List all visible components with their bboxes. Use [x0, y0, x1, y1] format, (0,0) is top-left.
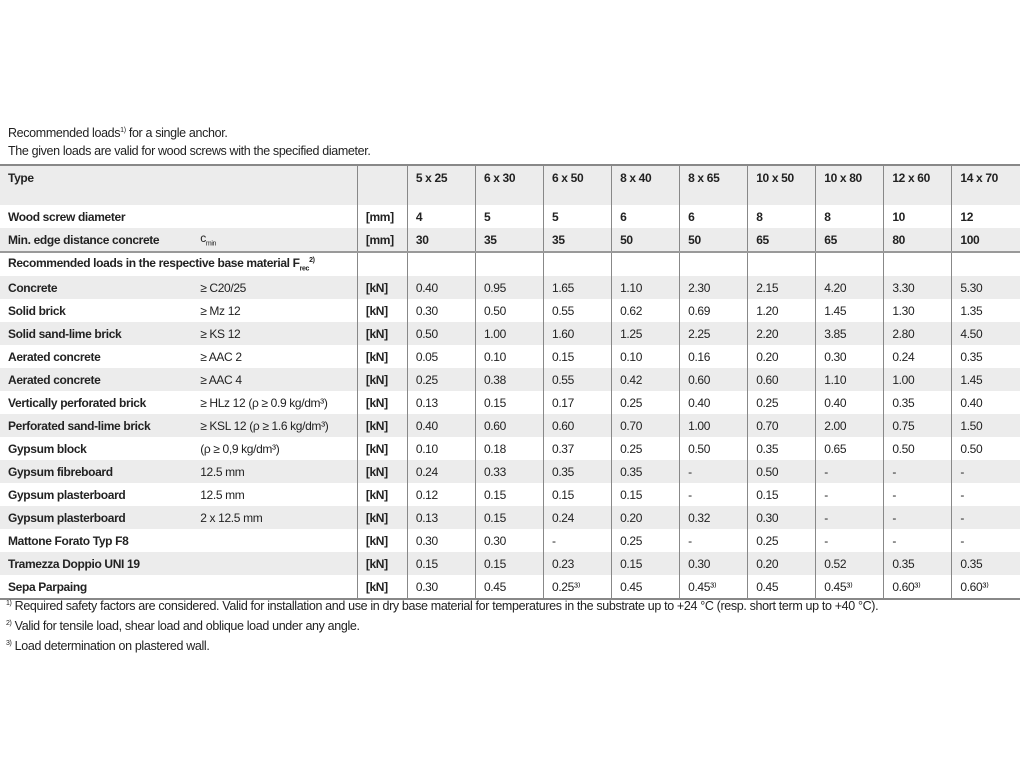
table-row — [0, 437, 1020, 460]
load-value: 0.50 — [952, 437, 1020, 460]
load-value: - — [952, 529, 1020, 552]
edge-distance-value: 65 — [748, 228, 816, 252]
load-value: 0.45 — [475, 575, 543, 599]
empty-cell — [816, 252, 884, 276]
edge-distance-value: 100 — [952, 228, 1020, 252]
load-value: 0.20 — [748, 552, 816, 575]
load-value: 3.30 — [884, 276, 952, 299]
load-value: 0.45³⁾ — [680, 575, 748, 599]
edge-distance-value: 30 — [407, 228, 475, 252]
load-value: 0.45 — [748, 575, 816, 599]
load-value: 0.69 — [680, 299, 748, 322]
unit-cell: [kN] — [357, 299, 407, 322]
load-value: 0.55 — [544, 299, 612, 322]
load-value: 0.20 — [748, 345, 816, 368]
load-value: 0.45³⁾ — [816, 575, 884, 599]
load-value: 0.50 — [407, 322, 475, 345]
load-value: 0.15 — [475, 552, 543, 575]
material-label: Aerated concrete — [0, 368, 200, 391]
load-value: 0.62 — [612, 299, 680, 322]
load-value: 0.35 — [544, 460, 612, 483]
diameter-value: 6 — [680, 205, 748, 228]
material-spec: 12.5 mm — [200, 487, 245, 502]
intro-line-2: The given loads are valid for wood screws with the specified diameter. — [8, 144, 371, 159]
footnote — [6, 615, 878, 635]
diameter-value: 4 — [407, 205, 475, 228]
unit-cell: [mm] — [357, 205, 407, 228]
load-value: - — [816, 460, 884, 483]
load-value: 1.20 — [748, 299, 816, 322]
material-label: Gypsum block — [8, 441, 87, 456]
diameter-value: 10 — [884, 205, 952, 228]
load-value: 0.70 — [612, 414, 680, 437]
section-sub: rec — [299, 265, 310, 273]
load-value: - — [816, 529, 884, 552]
load-value: 2.20 — [748, 322, 816, 345]
load-value: - — [884, 529, 952, 552]
load-value: 0.55 — [544, 368, 612, 391]
footnote-text: Load determination on plastered wall. — [11, 639, 210, 654]
load-value: 0.40 — [816, 391, 884, 414]
load-value: 4.50 — [952, 322, 1020, 345]
load-value: 0.15 — [612, 483, 680, 506]
material-label: Perforated sand-lime brick — [0, 414, 200, 437]
material-spec: ≥ AAC 2 — [200, 349, 242, 364]
empty-cell — [680, 252, 748, 276]
empty-cell — [612, 252, 680, 276]
load-value: 0.35 — [952, 552, 1020, 575]
material-label: Gypsum plasterboard — [8, 487, 126, 502]
load-value: 0.13 — [407, 506, 475, 529]
load-value: 0.15 — [407, 552, 475, 575]
footnote-ref: 1) — [120, 127, 126, 134]
material-spec: ≥ HLz 12 (ρ ≥ 0.9 kg/dm³) — [200, 395, 328, 410]
load-value: 0.35 — [884, 552, 952, 575]
diameter-value: 8 — [816, 205, 884, 228]
material-spec: ≥ KSL 12 (ρ ≥ 1.6 kg/dm³) — [200, 414, 357, 437]
load-value: 3.85 — [816, 322, 884, 345]
load-value: 1.60 — [544, 322, 612, 345]
table-row — [0, 368, 1020, 391]
load-value: - — [816, 506, 884, 529]
section-text: Recommended loads in the respective base material F — [8, 256, 300, 271]
load-value: - — [952, 460, 1020, 483]
load-value: 0.42 — [612, 368, 680, 391]
symbol: c — [200, 231, 206, 246]
load-value: 0.30 — [748, 506, 816, 529]
load-value: 0.25 — [748, 529, 816, 552]
table-row — [0, 483, 1020, 506]
load-value: 0.24 — [544, 506, 612, 529]
load-value: 0.15 — [475, 391, 543, 414]
load-value: 2.15 — [748, 276, 816, 299]
unit-cell: [kN] — [357, 483, 407, 506]
load-value: 0.33 — [475, 460, 543, 483]
material-spec — [200, 529, 357, 552]
type-header: 8 x 40 — [612, 165, 680, 205]
load-value: 0.50 — [884, 437, 952, 460]
load-value: 0.16 — [680, 345, 748, 368]
load-value: 0.30 — [407, 529, 475, 552]
load-value: 0.30 — [816, 345, 884, 368]
load-value: 0.15 — [475, 506, 543, 529]
type-label: Type — [0, 165, 357, 205]
load-value: 0.30 — [407, 299, 475, 322]
type-header: 12 x 60 — [884, 165, 952, 205]
diameter-value: 6 — [612, 205, 680, 228]
load-value: 5.30 — [952, 276, 1020, 299]
table-row — [0, 506, 1020, 529]
load-value: - — [884, 483, 952, 506]
unit-cell — [357, 165, 407, 205]
load-value: 0.50 — [475, 299, 543, 322]
material-spec: ≥ KS 12 — [200, 322, 357, 345]
load-value: 0.35 — [612, 460, 680, 483]
load-value: 1.30 — [884, 299, 952, 322]
load-value: 1.45 — [816, 299, 884, 322]
section-label — [0, 252, 357, 276]
empty-cell — [952, 252, 1020, 276]
load-value: - — [884, 506, 952, 529]
unit-cell: [kN] — [357, 391, 407, 414]
load-value: 0.75 — [884, 414, 952, 437]
edge-distance-value: 65 — [816, 228, 884, 252]
material-label: Solid sand-lime brick — [0, 322, 200, 345]
material-spec — [200, 552, 357, 575]
load-value: 0.60 — [680, 368, 748, 391]
type-header: 8 x 65 — [680, 165, 748, 205]
load-value: - — [952, 506, 1020, 529]
material-label: Aerated concrete — [8, 349, 101, 364]
edge-distance-row — [0, 228, 1020, 252]
material-spec: 2 x 12.5 mm — [200, 506, 357, 529]
load-value: 0.38 — [475, 368, 543, 391]
diameter-value: 8 — [748, 205, 816, 228]
table-row — [0, 529, 1020, 552]
load-value: 2.30 — [680, 276, 748, 299]
load-value: 0.25³⁾ — [544, 575, 612, 599]
type-row — [0, 165, 1020, 205]
load-value: 0.05 — [407, 345, 475, 368]
load-value: 0.52 — [816, 552, 884, 575]
footnote-mark: 3) — [6, 640, 12, 648]
load-value: 0.23 — [544, 552, 612, 575]
load-value: - — [884, 460, 952, 483]
type-header: 14 x 70 — [952, 165, 1020, 205]
empty-cell — [884, 252, 952, 276]
diameter-value: 12 — [952, 205, 1020, 228]
load-value: 0.70 — [748, 414, 816, 437]
footnote-mark: 2) — [6, 620, 12, 628]
load-value: - — [680, 460, 748, 483]
material-spec: ≥ AAC 4 — [200, 368, 357, 391]
empty-cell — [407, 252, 475, 276]
load-value: 0.25 — [612, 437, 680, 460]
load-value: 0.17 — [544, 391, 612, 414]
unit-cell: [kN] — [357, 322, 407, 345]
load-value: 0.65 — [816, 437, 884, 460]
section-header-row — [0, 252, 1020, 276]
table-row — [0, 276, 1020, 299]
load-value: 1.35 — [952, 299, 1020, 322]
load-value: 1.00 — [884, 368, 952, 391]
load-value: 0.60 — [475, 414, 543, 437]
load-value: 0.35 — [884, 391, 952, 414]
load-value: 4.20 — [816, 276, 884, 299]
edge-distance-value: 50 — [680, 228, 748, 252]
table-row — [0, 391, 1020, 414]
unit-cell: [kN] — [357, 437, 407, 460]
load-value: 0.50 — [748, 460, 816, 483]
unit-cell: [kN] — [357, 506, 407, 529]
unit-cell: [kN] — [357, 276, 407, 299]
intro-text — [8, 122, 371, 160]
load-value: 0.12 — [407, 483, 475, 506]
load-value: 0.40 — [680, 391, 748, 414]
footnote-mark: 1) — [6, 600, 12, 607]
unit-cell: [kN] — [357, 529, 407, 552]
load-value: 0.37 — [544, 437, 612, 460]
unit-cell: [mm] — [357, 228, 407, 252]
load-value: 0.13 — [407, 391, 475, 414]
load-value: 1.65 — [544, 276, 612, 299]
material-label: Gypsum fibreboard — [0, 460, 200, 483]
diameter-value: 5 — [544, 205, 612, 228]
footnote — [6, 635, 878, 655]
intro-line-1: Recommended loads$^{1)}$ for a single anchor. — [8, 126, 228, 141]
load-value: - — [816, 483, 884, 506]
unit-cell: [kN] — [357, 552, 407, 575]
material-spec: (ρ ≥ 0,9 kg/dm³) — [200, 441, 280, 456]
footnote — [6, 595, 878, 615]
load-value: 0.15 — [544, 345, 612, 368]
load-value: 0.18 — [475, 437, 543, 460]
load-value: 2.80 — [884, 322, 952, 345]
material-label: Concrete — [0, 276, 200, 299]
load-value: 0.25 — [612, 391, 680, 414]
load-value: 2.25 — [680, 322, 748, 345]
unit-cell: [kN] — [357, 345, 407, 368]
material-label: Gypsum plasterboard — [0, 506, 200, 529]
load-value: 1.50 — [952, 414, 1020, 437]
material-label: Tramezza Doppio UNI 19 — [0, 552, 200, 575]
load-value: 0.15 — [612, 552, 680, 575]
type-header: 10 x 80 — [816, 165, 884, 205]
material-label: Solid brick — [8, 303, 66, 318]
load-value: 0.25 — [748, 391, 816, 414]
load-value: 0.25 — [407, 368, 475, 391]
material-spec: ≥ C20/25 — [200, 276, 357, 299]
recommended-loads-table — [0, 164, 1020, 600]
empty-cell — [748, 252, 816, 276]
unit-cell: [kN] — [357, 575, 407, 599]
load-value: - — [544, 529, 612, 552]
load-value: 0.35 — [952, 345, 1020, 368]
table-row — [0, 299, 1020, 322]
material-label: Sepa Parpaing — [8, 579, 87, 594]
load-value: 0.40 — [407, 276, 475, 299]
load-value: 0.35 — [748, 437, 816, 460]
diameter-label: Wood screw diameter — [8, 209, 126, 224]
diameter-value: 5 — [475, 205, 543, 228]
load-value: 0.50 — [680, 437, 748, 460]
load-value: 1.45 — [952, 368, 1020, 391]
load-value: 0.45 — [612, 575, 680, 599]
edge-distance-value: 35 — [544, 228, 612, 252]
load-value: 1.10 — [816, 368, 884, 391]
load-value: 0.60 — [544, 414, 612, 437]
edge-distance-value: 80 — [884, 228, 952, 252]
diameter-row — [0, 205, 1020, 228]
load-value: 2.00 — [816, 414, 884, 437]
empty-cell — [544, 252, 612, 276]
load-value: - — [680, 529, 748, 552]
type-header: 10 x 50 — [748, 165, 816, 205]
material-label: Vertically perforated brick — [8, 395, 146, 410]
load-value: 0.30 — [407, 575, 475, 599]
edge-distance-value: 50 — [612, 228, 680, 252]
section-sup: 2) — [309, 257, 315, 265]
load-value: 0.30 — [680, 552, 748, 575]
type-header: 6 x 50 — [544, 165, 612, 205]
table-row — [0, 460, 1020, 483]
load-value: 0.60³⁾ — [884, 575, 952, 599]
load-value: 0.20 — [612, 506, 680, 529]
load-value: 0.24 — [407, 460, 475, 483]
unit-cell: [kN] — [357, 368, 407, 391]
load-value: 0.95 — [475, 276, 543, 299]
edge-distance-value: 35 — [475, 228, 543, 252]
load-value: 0.30 — [475, 529, 543, 552]
load-value: 0.25 — [612, 529, 680, 552]
load-value: 0.60 — [748, 368, 816, 391]
load-value: 0.10 — [407, 437, 475, 460]
type-header: 6 x 30 — [475, 165, 543, 205]
load-value: 1.10 — [612, 276, 680, 299]
load-value: - — [680, 483, 748, 506]
load-value: 0.40 — [952, 391, 1020, 414]
load-value: 0.15 — [544, 483, 612, 506]
load-value: 1.00 — [475, 322, 543, 345]
table-row — [0, 552, 1020, 575]
table-row — [0, 345, 1020, 368]
footnote-text: Valid for tensile load, shear load and oblique load under any angle. — [11, 619, 360, 634]
symbol-sub: min — [205, 240, 217, 248]
unit-cell — [357, 252, 407, 276]
load-value: 0.10 — [612, 345, 680, 368]
load-value: 0.60³⁾ — [952, 575, 1020, 599]
empty-cell — [475, 252, 543, 276]
load-value: 0.40 — [407, 414, 475, 437]
type-header: 5 x 25 — [407, 165, 475, 205]
load-value: 0.15 — [475, 483, 543, 506]
load-value: 1.00 — [680, 414, 748, 437]
edge-distance-label: Min. edge distance concrete — [0, 228, 200, 252]
load-value: 0.10 — [475, 345, 543, 368]
load-value: 0.24 — [884, 345, 952, 368]
load-value: - — [952, 483, 1020, 506]
material-spec: ≥ Mz 12 — [200, 303, 241, 318]
material-label: Mattone Forato Typ F8 — [8, 533, 129, 548]
table-row — [0, 414, 1020, 437]
material-spec: 12.5 mm — [200, 460, 357, 483]
load-value: 1.25 — [612, 322, 680, 345]
edge-symbol — [200, 228, 357, 252]
unit-cell: [kN] — [357, 460, 407, 483]
table-row — [0, 322, 1020, 345]
load-value: 0.15 — [748, 483, 816, 506]
unit-cell: [kN] — [357, 414, 407, 437]
footnote-text: Required safety factors are considered. Valid for installation and use in dry base material for temperatures in the substrate up to +24 °C (resp. short term up to +40 °C). — [11, 599, 879, 614]
load-value: 0.32 — [680, 506, 748, 529]
footnotes — [6, 595, 878, 655]
